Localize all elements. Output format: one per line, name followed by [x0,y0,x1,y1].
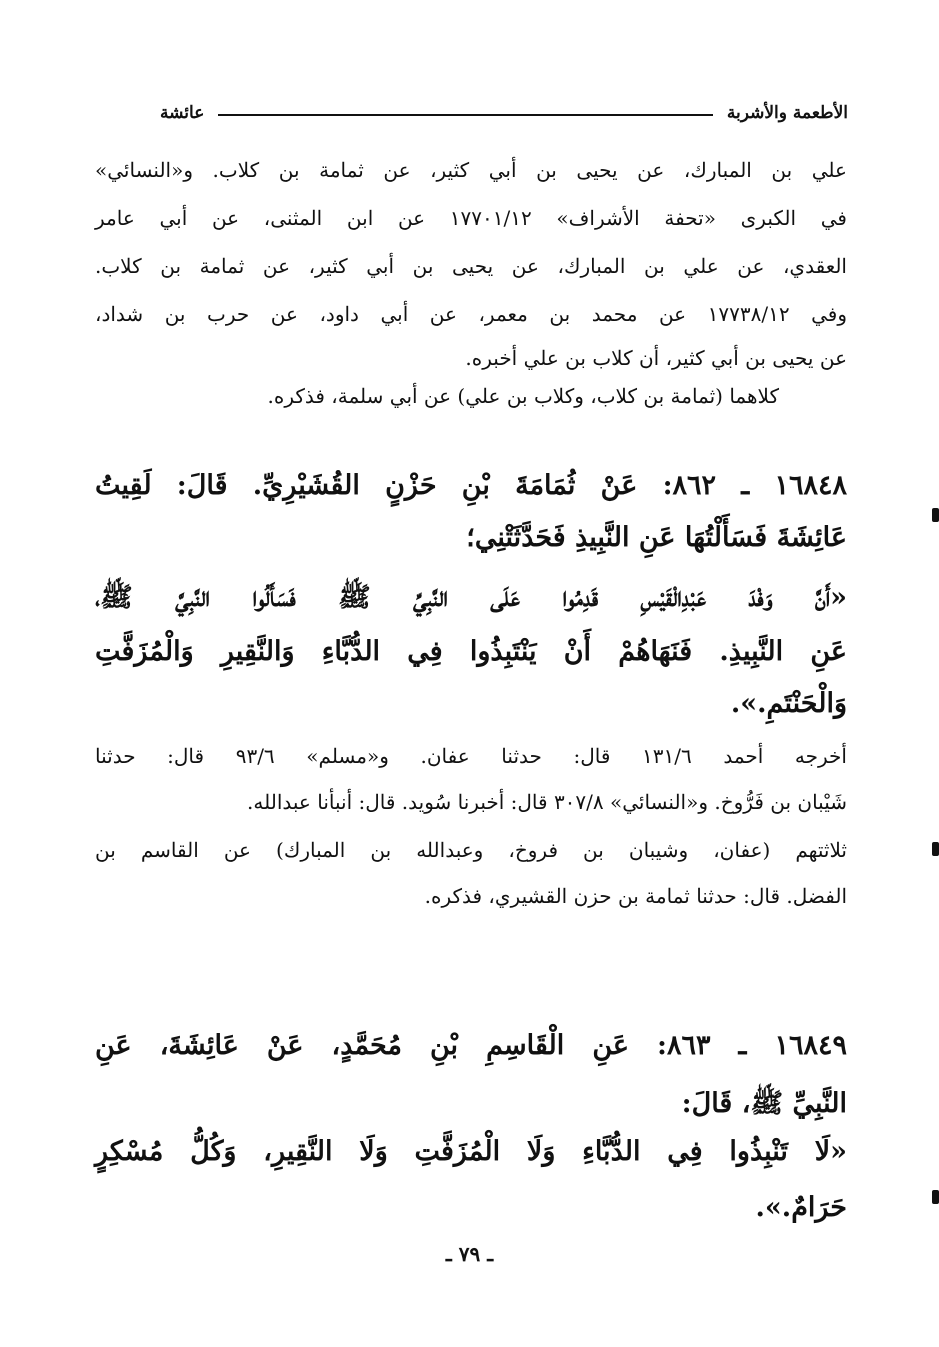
header-section-title: عائشة [160,103,205,123]
hadith-line: عَائِشَةَ فَسَأَلْتُهَا عَنِ النَّبِيذِ فَحَدَّثَتْنِي؛ [466,522,847,553]
scan-mark [932,842,939,856]
scan-mark [932,508,939,522]
page-number: ـ ٧٩ ـ [445,1242,494,1266]
note-line: كلاهما (ثمامة بن كلاب، وكلاب بن علي) عن أبي سلمة، فذكره. [267,384,779,408]
hadith-line: ١٦٨٤٩ ـ ٨٦٣: عَنِ الْقَاسِمِ بْنِ مُحَمَّدٍ، عَنْ عَائِشَةَ، عَنِ [95,1030,847,1061]
running-header [160,96,848,130]
note-line: علي بن المبارك، عن يحيى بن أبي كثير، عن ثمامة بن كلاب. و«النسائي» [95,158,847,182]
note-line: وفي ١٧٧٣٨/١٢ عن محمد بن معمر، عن أبي داود، عن حرب بن شداد، [95,302,847,326]
note-line: شَيْبان بن فَرُّوخ. و«النسائي» ٣٠٧/٨ قال: أخبرنا سُويد. قال: أنبأنا عبدالله. [247,790,847,814]
hadith-line: النَّبِيِّ ﷺ، قَالَ: [681,1088,847,1119]
note-line: عن يحيى بن أبي كثير، أن كلاب بن علي أخبره. [465,346,847,370]
note-line: الفضل. قال: حدثنا ثمامة بن حزن القشيري، فذكره. [424,884,847,908]
note-line: ثلاثتهم (عفان، وشيبان بن فروخ، وعبدالله بن المبارك) عن القاسم بن [95,838,847,862]
hadith-line: ١٦٨٤٨ ـ ٨٦٢: عَنْ ثُمَامَةَ بْنِ حَزْنٍ القُشَيْرِيِّ. قَالَ: لَقِيتُ [95,470,847,501]
hadith-line: «أَنَّ وَفْدَ عَبْدِالْقَيْسِ قَدِمُوا عَلَى النَّبِيِّ ﷺ فَسَأَلُوا النَّبِيَّ ﷺ، [95,582,847,613]
note-line: العقدي، عن علي بن المبارك، عن يحيى بن أبي كثير، عن ثمامة بن كلاب. [95,254,847,278]
hadith-line: وَالْحَنْتَمِ.». [730,688,847,719]
scan-mark [932,1190,939,1204]
note-line: في الكبرى «تحفة الأشراف» ١٧٧٠١/١٢ عن ابن المثنى، عن أبي عامر [95,206,847,230]
header-rule [218,114,713,116]
hadith-line: «لَا تَنْبِذُوا فِي الدُّبَّاءِ وَلَا الْمُزَفَّتِ وَلَا النَّقِيرِ، وَكُلُّ مُسْكِرٍ [95,1136,847,1167]
note-line: أخرجه أحمد ١٣١/٦ قال: حدثنا عفان. و«مسلم» ٩٣/٦ قال: حدثنا [95,744,847,768]
hadith-line: حَرَامٌ.». [755,1192,847,1223]
header-book-title: الأطعمة والأشربة [726,103,848,123]
hadith-line: عَنِ النَّبِيذِ. فَنَهَاهُمْ أَنْ يَنْتَبِذُوا فِي الدُّبَّاءِ وَالنَّقِيرِ وَالْمُزَفَّتِ [95,636,847,667]
